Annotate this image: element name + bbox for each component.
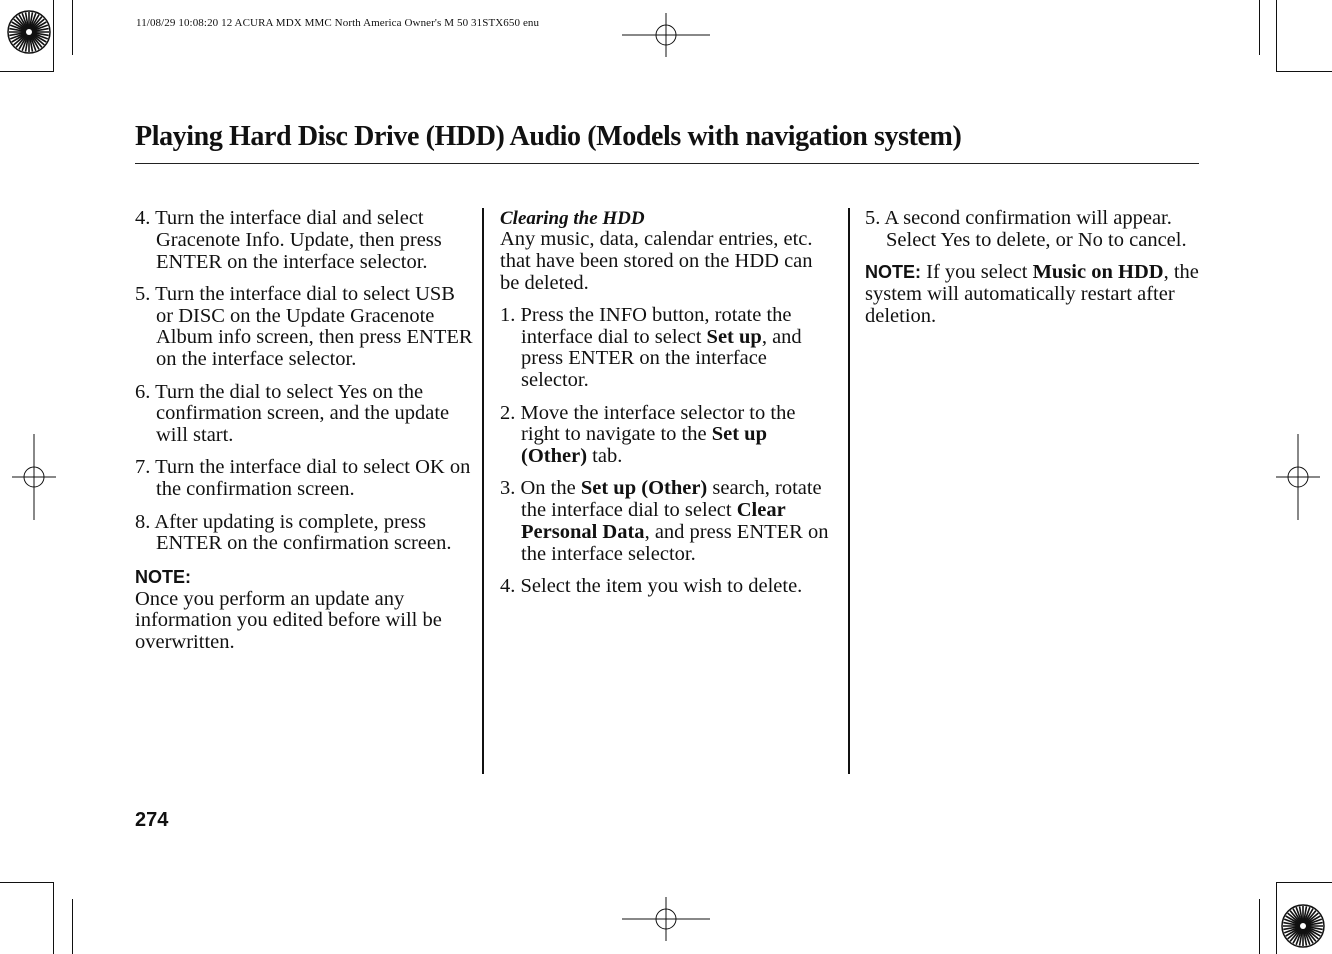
title-divider <box>135 163 1199 164</box>
list-item: 7. Turn the interface dial to select OK on the confirmation screen. <box>135 456 471 501</box>
column-left <box>135 208 473 665</box>
column-divider <box>848 208 850 774</box>
starburst-top-left-icon <box>6 9 52 55</box>
note-text: Once you perform an update any information you edited before will be overwritten. <box>135 587 442 654</box>
note-text: NOTE: If you select Music on HDD, the system will automatically restart after deletion. <box>865 261 1199 327</box>
list-item: 1. Press the INFO button, rotate the interface dial to select Set up, and press ENTER on the interface selector. <box>500 303 802 392</box>
page-number: 274 <box>135 809 169 831</box>
crosshair-top-icon <box>622 13 710 57</box>
list-item: 5. Turn the interface dial to select USB or DISC on the Update Gracenote Album info screen, then press ENTER on the interface selector. <box>135 282 473 371</box>
print-header: 11/08/29 10:08:20 12 ACURA MDX MMC North America Owner's M 50 31STX650 enu <box>136 17 540 29</box>
intro-text: Any music, data, calendar entries, etc. that have been stored on the HDD can be deleted. <box>500 228 813 294</box>
column-middle <box>500 208 835 608</box>
crosshair-left-icon <box>12 434 56 520</box>
column-right <box>865 208 1200 338</box>
section-heading: Clearing the HDD <box>500 208 645 229</box>
column-divider <box>482 208 484 774</box>
crosshair-right-icon <box>1276 434 1320 520</box>
list-item: 3. On the Set up (Other) search, rotate the interface dial to select Clear Personal Data, and press ENTER on the interface selector. <box>500 477 829 565</box>
starburst-bottom-right-icon <box>1280 903 1326 949</box>
list-item: 2. Move the interface selector to the right to navigate to the Set up (Other) tab. <box>500 401 796 468</box>
crosshair-bottom-icon <box>622 897 710 941</box>
list-item: 4. Turn the interface dial and select Gracenote Info. Update, then press ENTER on the interface selector. <box>135 207 442 273</box>
list-item: 8. After updating is complete, press ENTER on the confirmation screen. <box>135 510 452 555</box>
list-item: 6. Turn the dial to select Yes on the confirmation screen, and the update will start. <box>135 380 450 447</box>
page-title: Playing Hard Disc Drive (HDD) Audio (Models with navigation system) <box>135 121 962 152</box>
note-label: NOTE: <box>135 566 191 587</box>
list-item: 4. Select the item you wish to delete. <box>500 575 803 598</box>
note-label: NOTE: <box>865 262 921 283</box>
list-item: 5. A second confirmation will appear. Select Yes to delete, or No to cancel. <box>865 207 1187 251</box>
